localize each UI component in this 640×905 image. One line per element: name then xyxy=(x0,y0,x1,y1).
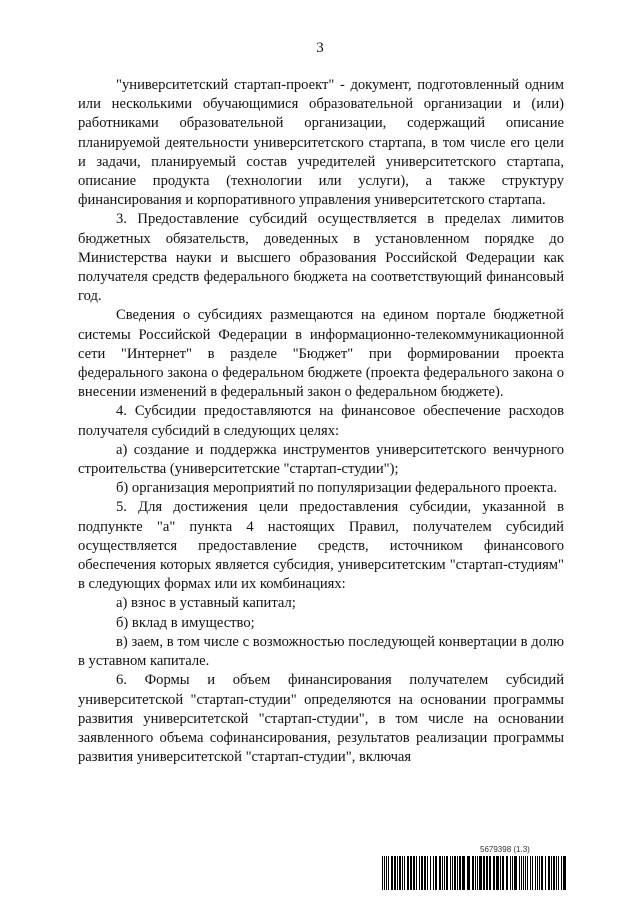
barcode xyxy=(382,845,566,891)
paragraph-clause-4-a: а) создание и поддержка инструментов университетского венчурного строительства (университетские "стартап-студии"); xyxy=(78,441,564,478)
paragraph-subsidy-info: Сведения о субсидиях размещаются на едином портале бюджетной системы Российской Федерации в информационно-телекоммуникационной сети "Интернет" в разделе "Бюджет" при формировании проекта федерального закона о федеральном бюджете (проекта федерального закона о внесении изменений в федеральный закон о федеральном бюджете). xyxy=(78,307,564,401)
paragraph-clause-4-b: б) организация мероприятий по популяризации федерального проекта. xyxy=(116,480,557,497)
barcode-code: 5679398 (1.3) xyxy=(480,845,530,854)
paragraph-startup-project-definition: "университетский стартап-проект" - документ, подготовленный одним или несколькими обучающимися образовательной организации и (или) работниками образовательной организации, содержащий описание планируемой деятельности университетского стартапа, в том числе его цели и задачи, планируемый состав учредителей университетского стартапа, описание продукта (технологии или услуги), а также структуру финансирования и корпоративного управления университетского стартапа. xyxy=(78,77,564,209)
page-number: 3 xyxy=(316,40,324,56)
document-body xyxy=(78,76,564,767)
paragraph-clause-3: 3. Предоставление субсидий осуществляется в пределах лимитов бюджетных обязательств, доведенных в установленном порядке до Министерства науки и высшего образования Российской Федерации как получателя средств федерального бюджета на соответствующий финансовый год. xyxy=(78,211,564,305)
paragraph-clause-4: 4. Субсидии предоставляются на финансовое обеспечение расходов получателя субсидий в следующих целях: xyxy=(78,403,564,439)
paragraph-clause-5-a: а) взнос в уставный капитал; xyxy=(116,595,296,612)
paragraph-clause-5: 5. Для достижения цели предоставления субсидии, указанной в подпункте "а" пункта 4 настоящих Правил, получателем субсидий осуществляется предоставление средств, источником финансового обеспечения которых является субсидия, университетским "стартап-студиям" в следующих формах или их комбинациях: xyxy=(78,499,564,593)
barcode-bars xyxy=(382,856,566,890)
paragraph-clause-5-b: б) вклад в имущество; xyxy=(116,614,255,631)
paragraph-clause-5-c: в) заем, в том числе с возможностью последующей конвертации в долю в уставном капитале. xyxy=(78,633,564,670)
paragraph-clause-6: 6. Формы и объем финансирования получателем субсидий университетской "стартап-студии" определяются на основании программы развития университетской "стартап-студии", в том числе на основании заявленного объема софинансирования, результатов реализации программы развития университетской "стартап-студии", включая xyxy=(78,672,564,766)
